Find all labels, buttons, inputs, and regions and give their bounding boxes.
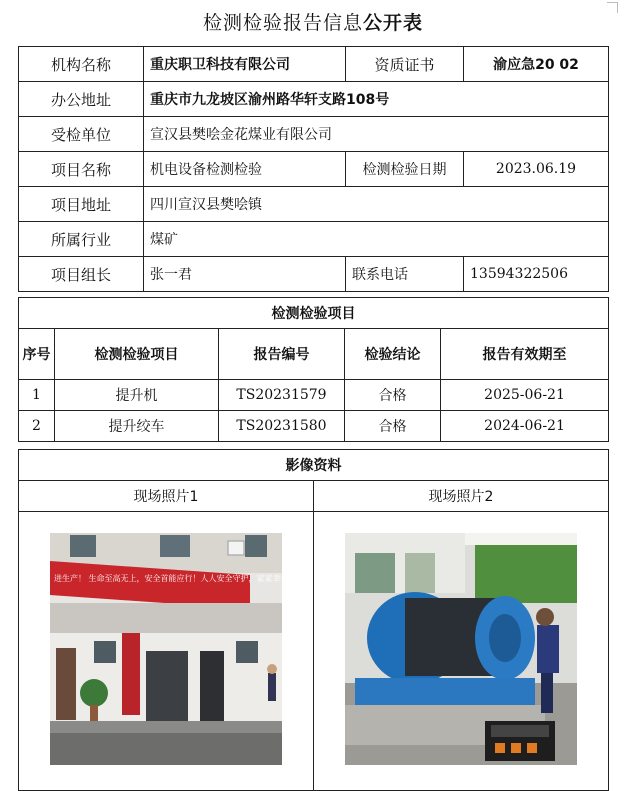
addr-label: 办公地址 [19,82,144,117]
row-valid: 2025-06-21 [441,380,609,411]
table-row [19,380,609,411]
industry-label: 所属行业 [19,222,144,257]
photo1-cell [19,512,314,791]
header-report: 报告编号 [219,329,345,380]
photo-hoist [345,533,577,765]
site-value: 四川宣汉县樊哙镇 [144,187,609,222]
row-result: 合格 [345,411,441,442]
unit-value: 宣汉县樊哙金花煤业有限公司 [144,117,609,152]
page-title: 检测检验报告信息公开表 [202,12,424,34]
header-valid: 报告有效期至 [441,329,609,380]
row-report: TS20231579 [219,380,345,411]
row-valid: 2024-06-21 [441,411,609,442]
leader-label: 项目组长 [19,257,144,292]
cert-label: 资质证书 [346,47,464,82]
cert-value: 渝应急20 02 [464,47,609,82]
photo2-cell [314,512,609,791]
phone-label: 联系电话 [346,257,464,292]
row-item: 提升绞车 [55,411,219,442]
row-item: 提升机 [55,380,219,411]
header-item: 检测检验项目 [55,329,219,380]
row-no: 2 [19,411,55,442]
unit-label: 受检单位 [19,117,144,152]
items-table [18,297,609,442]
project-value: 机电设备检测检验 [144,152,346,187]
row-no: 1 [19,380,55,411]
header-no: 序号 [19,329,55,380]
banner-text: 进生产！ 生命至高无上，安全首能应行！人人安全守护，家家幸福安康！ [54,574,313,583]
corner-mark [607,2,618,13]
row-report: TS20231580 [219,411,345,442]
org-value: 重庆职卫科技有限公司 [144,47,346,82]
leader-value: 张一君 [144,257,346,292]
site-label: 项目地址 [19,187,144,222]
media-table [18,449,609,791]
project-label: 项目名称 [19,152,144,187]
industry-value: 煤矿 [144,222,609,257]
items-section-title: 检测检验项目 [19,298,609,329]
phone-value: 13594322506 [464,257,609,292]
table-row [19,411,609,442]
photo1-label: 现场照片1 [19,481,314,512]
date-label: 检测检验日期 [346,152,464,187]
date-value: 2023.06.19 [464,152,609,187]
header-result: 检验结论 [345,329,441,380]
media-section-title: 影像资料 [19,450,609,481]
org-label: 机构名称 [19,47,144,82]
addr-value: 重庆市九龙坡区渝州路华轩支路108号 [144,82,609,117]
info-table [18,46,609,292]
photo-building [50,533,313,765]
photo2-label: 现场照片2 [314,481,609,512]
row-result: 合格 [345,380,441,411]
